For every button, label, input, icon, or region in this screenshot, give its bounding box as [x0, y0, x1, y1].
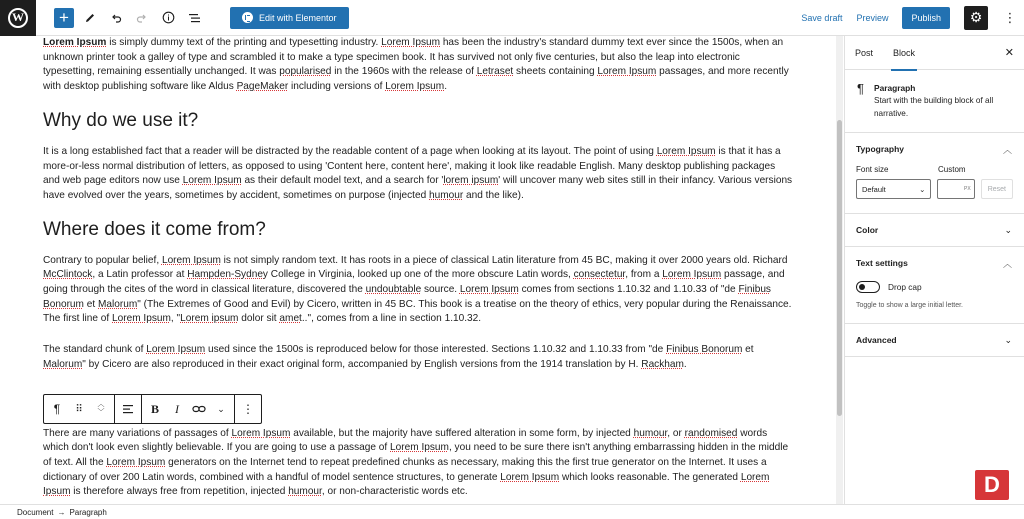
spellcheck-word: Lorem Ipsum	[597, 66, 657, 78]
spellcheck-word: Lorem Ipsum	[390, 442, 449, 454]
breadcrumb	[0, 504, 1024, 519]
tab-post[interactable]: Post	[855, 47, 874, 58]
block-name: Paragraph	[873, 83, 916, 93]
spellcheck-word: Lorem Ipsum	[43, 37, 107, 48]
spellcheck-word: Finibus Bonorum	[43, 284, 771, 310]
spellcheck-word: Rackham	[641, 358, 684, 370]
text-run: , from a	[625, 269, 663, 281]
block-card	[845, 70, 1024, 133]
paragraph-block[interactable]	[43, 145, 793, 204]
paragraph-block[interactable]	[43, 36, 793, 95]
text-run: et	[83, 298, 98, 310]
text-run: Contrary to popular belief,	[43, 254, 162, 266]
align-icon[interactable]	[119, 398, 137, 420]
text-run: generators on the Internet tend to repeat predefined chunks as necessary, making this the first true generator on the Internet. It uses a dictionary of over 200 Latin words, combined with a handful of model sentence structures, to generate	[43, 456, 767, 483]
heading-block[interactable]: Where does it come from?	[43, 218, 266, 240]
typography-panel	[845, 133, 1024, 214]
text-run: available, but the majority have suffered alteration in some form, by injected	[290, 427, 634, 439]
text-run: in the 1960s with the release of	[331, 66, 477, 78]
spellcheck-word: McClintock	[43, 269, 93, 281]
chevron-up-icon: ︿	[1002, 258, 1012, 269]
text-run: is therefore always free from repetition, injected	[70, 486, 289, 498]
text-run: passage, and going through the cites of the word in classical literature, discovered the	[43, 269, 785, 296]
spellcheck-word: Lorem ipsum	[180, 313, 239, 325]
text-run: sheets containing	[513, 66, 598, 78]
spellcheck-word: randomised	[684, 427, 738, 439]
spellcheck-word: Lorem Ipsum	[161, 254, 221, 266]
text-run: source.	[421, 284, 460, 296]
text-run: , you need to be sure there isn't anything embarrassing hidden in the middle of text. All the	[43, 442, 789, 468]
text-run: et	[742, 344, 754, 356]
reset-button[interactable]: Reset	[981, 179, 1013, 199]
spellcheck-word: Finibus Bonorum	[666, 344, 743, 356]
spellcheck-word: humour	[288, 486, 322, 498]
advanced-panel	[845, 324, 1024, 357]
text-run: The standard chunk of	[43, 344, 147, 356]
text-run: comes from sections 1.10.32 and 1.10.33 of "de	[518, 284, 739, 296]
more-vertical-icon[interactable]: ⋮	[242, 402, 254, 416]
text-run: as their default model text, and a search for '	[241, 175, 444, 187]
pilcrow-icon: ¶	[857, 81, 864, 96]
custom-unit: PX	[964, 186, 971, 192]
wordpress-logo-icon[interactable]: W	[0, 0, 36, 36]
typography-title: Typography	[856, 144, 905, 154]
info-icon[interactable]	[158, 8, 178, 28]
settings-button[interactable]	[964, 6, 988, 30]
text-run: ' will uncover many web sites still in their infancy. Various versions have evolved over the years, sometimes by accident, sometimes on purpose (injected	[43, 175, 793, 201]
editor-header	[0, 0, 1024, 36]
save-draft-button[interactable]: Save draft	[801, 12, 843, 23]
spellcheck-word: Lorem Ipsum	[385, 81, 445, 93]
text-run: There are many variations of passages of	[43, 427, 232, 439]
pilcrow-icon[interactable]: ¶	[53, 402, 61, 416]
scrollbar-thumb[interactable]	[837, 120, 842, 416]
font-size-label: Font size	[856, 165, 889, 174]
text-run: passages, and more recently with desktop publishing software like Aldus	[43, 66, 789, 93]
color-title: Color	[856, 225, 879, 235]
spellcheck-word: Lorem Ipsum	[112, 313, 171, 325]
spellcheck-word: amet	[279, 313, 302, 325]
spellcheck-word: Lorem Ipsum	[381, 37, 441, 48]
chevron-down-icon[interactable]: ⌄	[217, 403, 225, 414]
chevron-down-icon: ⌄	[919, 184, 926, 194]
redo-icon[interactable]	[132, 8, 152, 28]
custom-font-size-input[interactable]	[937, 179, 974, 199]
undo-icon[interactable]	[106, 8, 126, 28]
drop-cap-toggle[interactable]	[856, 281, 880, 293]
edit-with-elementor-button[interactable]	[230, 7, 349, 29]
italic-icon[interactable]: I	[175, 401, 179, 416]
text-run: .	[444, 81, 447, 93]
text-run: has been the industry's standard dummy text ever since the 1500s, when an unknown printer took a galley of type and scrambled it to make a type specimen book. It has survived not only five centuries, but also the leap into electronic typesetting, remaining essentially unchanged. It was	[43, 37, 784, 78]
editor-scrollbar[interactable]	[836, 36, 843, 504]
text-run: and the like).	[463, 189, 524, 201]
spellcheck-word: humour	[429, 189, 464, 201]
link-icon[interactable]	[190, 398, 208, 420]
color-panel	[845, 214, 1024, 247]
spellcheck-word: PageMaker	[236, 81, 289, 93]
text-run: .	[683, 358, 687, 370]
spellcheck-word: Lorem Ipsum	[146, 344, 206, 356]
pencil-icon[interactable]	[80, 8, 100, 28]
text-run: , or	[667, 427, 685, 439]
chevron-down-icon: ⌄	[1004, 334, 1012, 345]
spellcheck-word: Letraset	[476, 66, 514, 78]
settings-sidebar	[844, 36, 1024, 504]
text-run: , or non-characteristic words etc.	[321, 486, 468, 498]
spellcheck-word: Malorum	[98, 298, 138, 310]
advanced-title: Advanced	[856, 335, 897, 345]
text-settings-panel-toggle[interactable]	[845, 247, 1024, 279]
spellcheck-word: Lorem Ipsum	[459, 284, 519, 296]
spellcheck-word: lorem ipsum	[443, 175, 499, 187]
publish-button[interactable]: Publish	[902, 7, 950, 29]
text-run: is not simply random text. It has roots in a piece of classical Latin literature from 45 BC, making it over 2000 years old. Richard	[220, 254, 788, 266]
bold-icon[interactable]: B	[150, 401, 159, 416]
text-run: including versions of	[288, 81, 386, 93]
breadcrumb-document[interactable]: Document	[17, 507, 54, 517]
spellcheck-word: Lorem Ipsum	[43, 471, 770, 498]
spellcheck-word: Lorem Ipsum	[662, 269, 722, 281]
text-run: which looks reasonable. The generated	[559, 471, 741, 483]
advanced-panel-toggle[interactable]	[845, 324, 1024, 356]
font-size-select[interactable]	[856, 179, 931, 199]
color-panel-toggle[interactable]	[845, 214, 1024, 246]
more-vertical-icon[interactable]: ⋮	[1003, 9, 1017, 25]
text-run: College in Virginia, looked up one of the more obscure Latin words,	[267, 269, 574, 281]
text-run: dolor sit	[238, 313, 280, 325]
chevron-down-icon: ⌄	[1004, 224, 1012, 235]
spellcheck-word: popularised	[279, 66, 332, 78]
typography-panel-toggle[interactable]	[845, 133, 1024, 165]
tab-block[interactable]: Block	[893, 36, 915, 70]
paragraph-block[interactable]	[43, 343, 793, 372]
paragraph-block[interactable]	[43, 254, 793, 328]
text-run: words which don't look even slightly believable. If you are going to use a passage of	[43, 427, 768, 454]
spellcheck-word: undoubtable	[365, 284, 422, 296]
paragraph-block-selected[interactable]	[43, 427, 793, 501]
spellcheck-word: Hampden-Sydney	[187, 269, 268, 281]
spellcheck-word: Lorem Ipsum	[231, 427, 291, 439]
spellcheck-word: Malorum	[43, 358, 83, 370]
text-settings-title: Text settings	[856, 258, 908, 268]
text-settings-panel	[845, 247, 1024, 324]
block-description: Start with the building block of all narrative.	[873, 96, 994, 118]
text-run: " (The Extremes of Good and Evil) by Cicero, written in 45 BC. This book is a treatise on the theory of ethics, very popular during the Renaissance. The first line of	[43, 298, 792, 325]
gear-icon: ⚙	[969, 9, 983, 25]
spellcheck-word: Lorem Ipsum	[656, 145, 716, 157]
custom-label: Custom	[938, 165, 966, 174]
drop-cap-label: Drop cap	[888, 282, 922, 292]
block-toolbar	[43, 394, 262, 424]
close-icon[interactable]: ✕	[1004, 47, 1014, 59]
editor-canvas	[0, 36, 843, 504]
preview-button[interactable]: Preview	[856, 12, 889, 23]
list-view-icon[interactable]	[184, 8, 204, 28]
text-run: " by Cicero are also reproduced in their exact original form, accompanied by English versions from the 1914 translation by H.	[82, 358, 642, 370]
text-run: used since the 1500s is reproduced below for those interested. Sections 1.10.32 and 1.10.33 from "de	[205, 344, 667, 356]
sidebar-tabs	[845, 36, 1024, 70]
add-block-button[interactable]: +	[54, 8, 74, 28]
heading-block[interactable]: Why do we use it?	[43, 109, 199, 131]
font-size-select-value: Default	[862, 184, 886, 194]
drag-handle-icon[interactable]: ⠿	[75, 403, 83, 415]
text-run: is that it has a more-or-less normal distribution of letters, as opposed to using 'Content here, content here', making it look like readable English. Many desktop publishing packages and web page editors now use	[43, 145, 781, 187]
chevron-up-icon: ︿	[1002, 144, 1012, 155]
spellcheck-word: humour	[633, 427, 668, 439]
chevron-down-icon[interactable]: ﹀	[97, 409, 105, 416]
text-run: , a Latin professor at	[92, 269, 188, 281]
breadcrumb-separator: →	[57, 507, 66, 517]
breadcrumb-paragraph[interactable]: Paragraph	[69, 507, 107, 517]
text-run: is simply dummy text of the printing and typesetting industry.	[106, 37, 382, 48]
text-run: , "	[170, 313, 181, 325]
move-buttons	[92, 398, 110, 420]
post-content	[43, 36, 793, 500]
spellcheck-word: consectetur	[573, 269, 626, 281]
spellcheck-word: Lorem Ipsum	[182, 175, 242, 187]
spellcheck-word: Lorem Ipsum	[106, 456, 166, 468]
text-run: It is a long established fact that a reader will be distracted by the readable content of a page when looking at its layout. The point of using	[43, 145, 657, 157]
spellcheck-word: Lorem Ipsum	[500, 471, 560, 483]
chevron-up-icon[interactable]: ︿	[97, 401, 105, 408]
edit-with-elementor-label: Edit with Elementor	[259, 12, 337, 23]
text-run: ..", comes from a line in section 1.10.32.	[301, 313, 482, 325]
elementor-logo-icon	[242, 12, 253, 23]
drop-cap-help: Toggle to show a large initial letter.	[856, 302, 964, 309]
brand-logo-icon: D	[975, 470, 1009, 500]
